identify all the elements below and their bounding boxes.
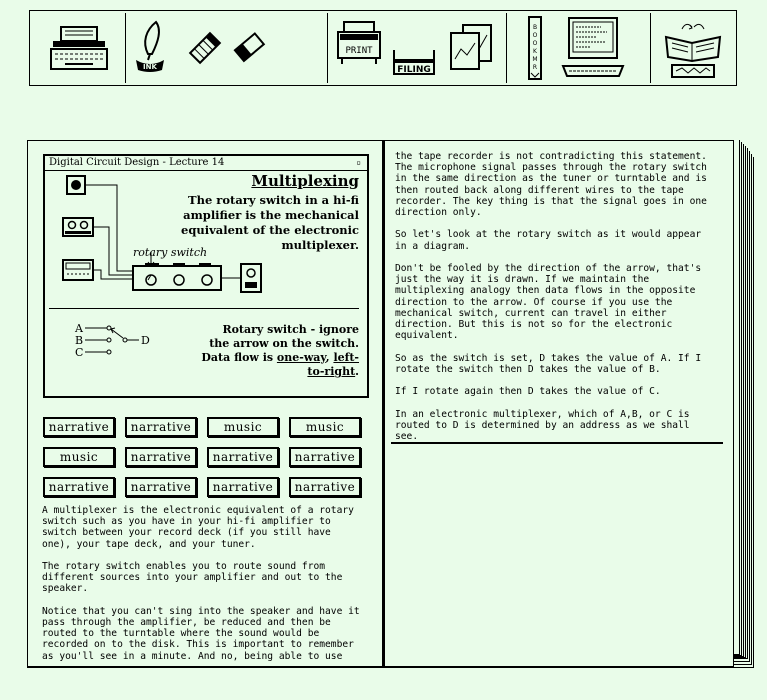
computer-tool[interactable] <box>560 15 626 81</box>
svg-text:O: O <box>532 40 538 47</box>
glue-stick-icon <box>187 28 223 68</box>
hifi-diagram <box>45 156 367 306</box>
tape-deck-icon <box>63 218 93 236</box>
turntable-icon <box>67 176 85 194</box>
tuner-icon <box>63 260 93 280</box>
narrative-button[interactable]: narrative <box>289 447 361 467</box>
bookmark-tool[interactable] <box>524 15 546 81</box>
ink-label: INK <box>143 63 157 71</box>
book <box>27 140 736 667</box>
svg-text:K: K <box>533 48 537 55</box>
narrative-button[interactable]: narrative <box>125 477 197 497</box>
eraser-tool[interactable] <box>230 15 270 81</box>
svg-text:B: B <box>532 24 538 31</box>
svg-text:R: R <box>532 64 538 71</box>
narrative-button[interactable]: narrative <box>289 477 361 497</box>
narrative-button[interactable]: narrative <box>125 417 197 437</box>
end-of-text-rule <box>391 442 723 444</box>
narrative-button[interactable]: narrative <box>207 447 279 467</box>
filing-tray-icon <box>390 20 438 76</box>
documents-icon <box>447 23 495 73</box>
computer-terminal-icon <box>561 16 625 80</box>
input-b-label: B <box>75 334 84 347</box>
speaker-icon <box>241 264 261 292</box>
print-tool[interactable] <box>336 15 382 81</box>
book-tool[interactable] <box>660 15 726 81</box>
amplifier-icon <box>133 264 221 290</box>
ink-tool[interactable] <box>130 15 170 81</box>
slide-heading: Multiplexing <box>251 172 359 190</box>
right-page <box>384 140 734 667</box>
music-button[interactable]: music <box>43 447 115 467</box>
rotary-switch-label: rotary switch <box>133 246 208 259</box>
slide-close-box[interactable]: ▫ <box>356 158 361 167</box>
print-label: PRINT <box>345 46 373 56</box>
right-page-text: the tape recorder is not contradicting this statement. The microphone signal passes through the rotary switch in the same direction as the tuner or turntable and is then routed back along different wires to the tape recorder. The key thing is that the signal goes in one direction only. So let's look at the rotary switch as it would appear in a diagram. Don't be fooled by the direction of the arrow, that's just the way it is drawn. If we maintain the multiplexing analogy then data flows in the opposite direction to the arrow. Of course if you use the mechanical switch, current can travel in either direction. But this is not so for the electronic equivalent. So as the switch is set, D takes the value of A. If I rotate the switch then D takes the value of B. If I rotate again then D takes the value of C. In an electronic multiplexer, which of A,B, or C is routed to D is determined by an address as we shall see. <box>395 151 707 443</box>
slide-description: The rotary switch in a hi-fi amplifier is the mechanical equivalent of the electronic multiplexer. <box>181 193 359 252</box>
left-page-text: A multiplexer is the electronic equivalent of a rotary switch such as you have in your hi-fi amplifier to switch between your record deck (if you still have one), your tape deck, and your tuner. The rotary switch enables you to route sound from different sources into your amplifier and out to the speaker. Notice that you can't sing into the speaker and have it pass through the amplifier, be reduced and then be routed to the turntable where the sound would be recorded on to the disk. This is important to remember as you'll see in a minute. And no, being able to use <box>42 505 360 661</box>
glue-tool[interactable] <box>185 15 225 81</box>
filing-label: FILING <box>397 65 431 75</box>
switch-diagram <box>45 316 185 366</box>
input-a-label: A <box>75 322 83 335</box>
filing-tool[interactable] <box>390 15 438 81</box>
music-button[interactable]: music <box>289 417 361 437</box>
typewriter-tool[interactable] <box>44 15 114 81</box>
slide-note: Rotary switch - ignore the arrow on the switch. Data flow is one-way, left-to-right. <box>201 323 359 378</box>
typewriter-icon <box>47 23 111 73</box>
lecture-slide <box>43 154 369 398</box>
svg-text:O: O <box>532 32 538 39</box>
input-c-label: C <box>75 346 84 359</box>
svg-text:M: M <box>532 56 538 63</box>
narrative-button[interactable]: narrative <box>43 417 115 437</box>
eraser-icon <box>233 30 267 66</box>
narrative-button[interactable]: narrative <box>207 477 279 497</box>
toolbar <box>29 10 737 86</box>
bookmark-icon <box>527 15 543 81</box>
printer-icon <box>336 20 382 76</box>
documents-tool[interactable] <box>446 15 496 81</box>
slide-title: Digital Circuit Design - Lecture 14 <box>49 157 225 168</box>
left-page <box>27 140 384 667</box>
open-book-icon <box>662 17 724 79</box>
narrative-button[interactable]: narrative <box>43 477 115 497</box>
ink-pen-icon <box>132 20 168 76</box>
music-button[interactable]: music <box>207 417 279 437</box>
narrative-button[interactable]: narrative <box>125 447 197 467</box>
output-d-label: D <box>141 334 150 347</box>
